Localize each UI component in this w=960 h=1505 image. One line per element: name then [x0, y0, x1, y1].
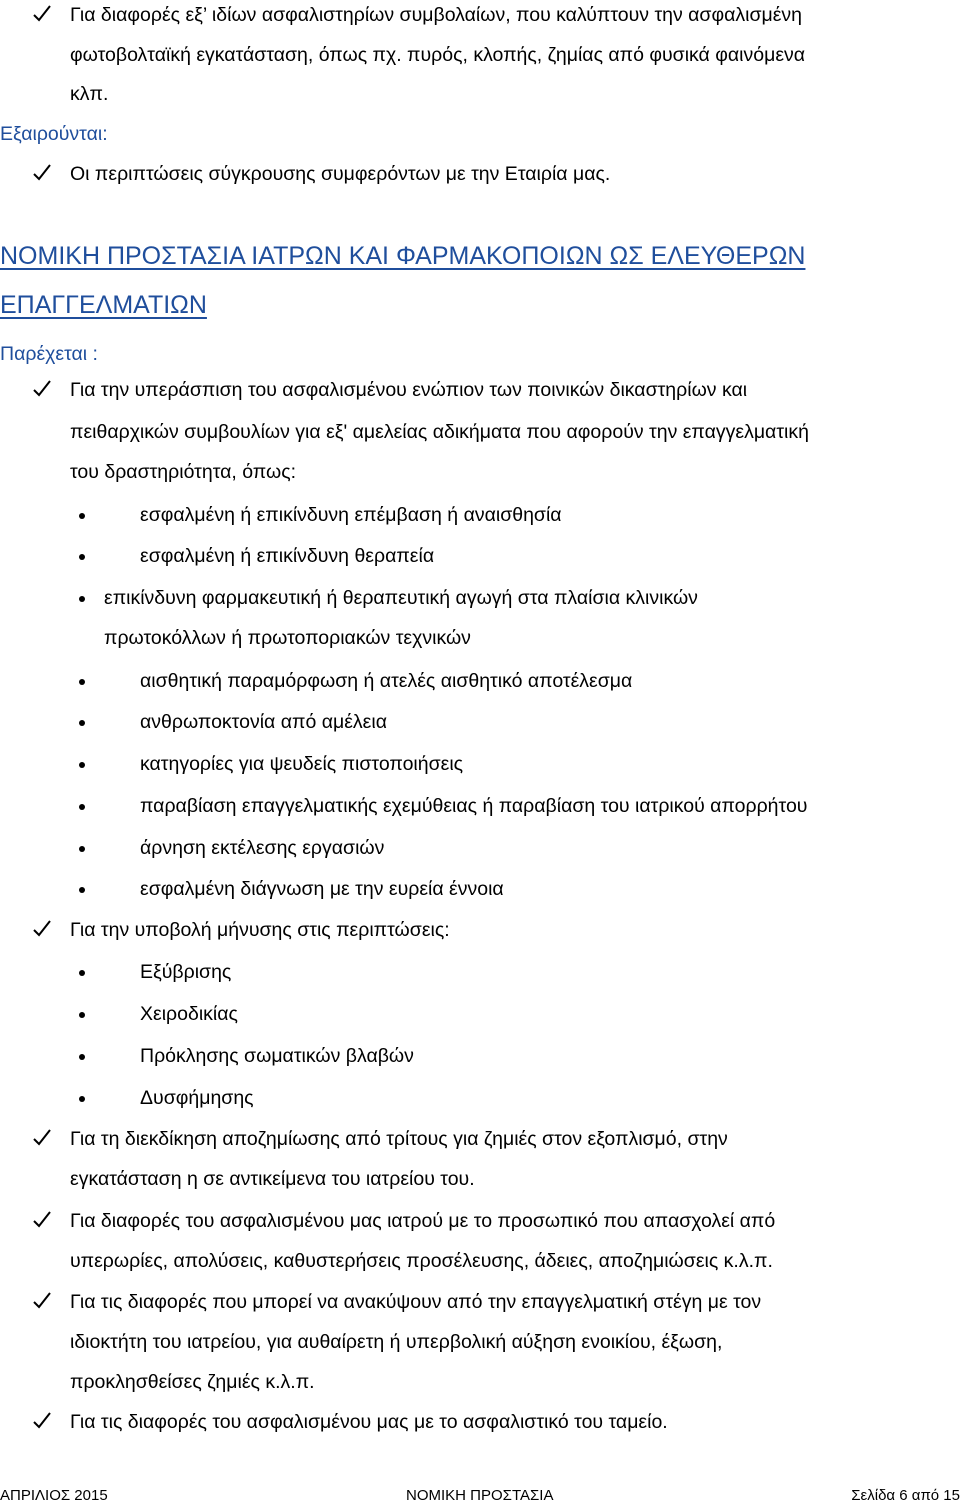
- list-item: Πρόκλησης σωματικών βλαβών: [140, 1045, 414, 1067]
- check-icon: [33, 1128, 51, 1148]
- check-icon: [33, 4, 51, 24]
- bullet-icon: [79, 762, 85, 768]
- intro-item-line: Για διαφορές εξ’ ιδίων ασφαλιστηρίων συμβολαίων, που καλύπτουν την ασφαλισμένη: [70, 4, 803, 26]
- bullet-icon: [79, 846, 85, 852]
- bullet-icon: [79, 804, 85, 810]
- defense-line: πειθαρχικών συμβουλίων για εξ' αμελείας αδικήματα που αφορούν την επαγγελματική: [70, 421, 809, 443]
- bullet-icon: [79, 1096, 85, 1102]
- check-icon: [33, 1291, 51, 1311]
- list-item: εσφαλμένη ή επικίνδυνη θεραπεία: [140, 545, 435, 567]
- bullet-icon: [79, 1054, 85, 1060]
- list-item: Δυσφήμησης: [140, 1087, 254, 1109]
- footer-date: ΑΠΡΙΛΙΟΣ 2015: [0, 1487, 108, 1504]
- fund-line: Για τις διαφορές του ασφαλισμένου μας με το ασφαλιστικό του ταμείο.: [70, 1411, 668, 1433]
- exclusion-item: Οι περιπτώσεις σύγκρουσης συμφερόντων με την Εταιρία μας.: [70, 163, 611, 185]
- bullet-icon: [79, 887, 85, 893]
- footer-title: ΝΟΜΙΚΗ ΠΡΟΣΤΑΣΙΑ: [406, 1487, 554, 1504]
- landlord-line: Για τις διαφορές που μπορεί να ανακύψουν από την επαγγελματική στέγη με τον: [70, 1291, 762, 1313]
- check-icon: [33, 1210, 51, 1230]
- landlord-line: προκλησθείσες ζημιές κ.λ.π.: [70, 1371, 315, 1393]
- bullet-icon: [79, 513, 85, 519]
- list-item: άρνηση εκτέλεσης εργασιών: [140, 837, 385, 859]
- staff-line: υπερωρίες, απολύσεις, καθυστερήσεις προσέλευσης, άδειες, αποζημιώσεις κ.λ.π.: [70, 1250, 773, 1272]
- bullet-icon: [79, 720, 85, 726]
- bullet-icon: [79, 679, 85, 685]
- bullet-icon: [79, 1012, 85, 1018]
- list-item: κατηγορίες για ψευδείς πιστοποιήσεις: [140, 753, 464, 775]
- check-icon: [33, 163, 51, 183]
- section-title: ΕΠΑΓΓΕΛΜΑΤΙΩΝ: [0, 291, 207, 319]
- bullet-icon: [79, 596, 85, 602]
- list-item: αισθητική παραμόρφωση ή ατελές αισθητικό αποτέλεσμα: [140, 670, 633, 692]
- section-title: ΝΟΜΙΚΗ ΠΡΟΣΤΑΣΙΑ ΙΑΤΡΩΝ ΚΑΙ ΦΑΡΜΑΚΟΠΟΙΩΝ ΩΣ ΕΛΕΥΘΕΡΩΝ: [0, 242, 806, 270]
- provided-label: Παρέχεται :: [0, 343, 98, 365]
- check-icon: [33, 379, 51, 399]
- staff-line: Για διαφορές του ασφαλισμένου μας ιατρού με το προσωπικό που απασχολεί από: [70, 1210, 776, 1232]
- compensation-line: εγκατάσταση η σε αντικείμενα του ιατρείου του.: [70, 1168, 475, 1190]
- intro-item-line: φωτοβολταϊκή εγκατάσταση, όπως πχ. πυρός, κλοπής, ζημίας από φυσικά φαινόμενα: [70, 44, 806, 66]
- list-item: ανθρωποκτονία από αμέλεια: [140, 711, 387, 733]
- list-item: εσφαλμένη διάγνωση με την ευρεία έννοια: [140, 878, 504, 900]
- compensation-line: Για τη διεκδίκηση αποζημίωσης από τρίτους για ζημιές στον εξοπλισμό, στην: [70, 1128, 728, 1150]
- check-icon: [33, 919, 51, 939]
- list-item: επικίνδυνη φαρμακευτική ή θεραπευτική αγωγή στα πλαίσια κλινικών: [104, 587, 698, 609]
- footer-page-number: Σελίδα 6 από 15: [851, 1487, 960, 1504]
- defense-line: Για την υπεράσπιση του ασφαλισμένου ενώπιον των ποινικών δικαστηρίων και: [70, 379, 748, 401]
- exclusions-label: Εξαιρούνται:: [0, 123, 108, 145]
- list-item: Εξύβρισης: [140, 961, 232, 983]
- list-item: Χειροδικίας: [140, 1003, 238, 1025]
- list-item: παραβίαση επαγγελματικής εχεμύθειας ή παραβίαση του ιατρικού απορρήτου: [140, 795, 808, 817]
- bullet-icon: [79, 554, 85, 560]
- intro-item-line: κλπ.: [70, 83, 109, 105]
- lawsuit-line: Για την υποβολή μήνυσης στις περιπτώσεις:: [70, 919, 450, 941]
- list-item: εσφαλμένη ή επικίνδυνη επέμβαση ή αναισθησία: [140, 504, 562, 526]
- landlord-line: ιδιοκτήτη του ιατρείου, για αυθαίρετη ή υπερβολική αύξηση ενοικίου, έξωση,: [70, 1331, 723, 1353]
- bullet-icon: [79, 970, 85, 976]
- defense-line: του δραστηριότητα, όπως:: [70, 461, 297, 483]
- check-icon: [33, 1411, 51, 1431]
- list-item: πρωτοκόλλων ή πρωτοποριακών τεχνικών: [104, 627, 471, 649]
